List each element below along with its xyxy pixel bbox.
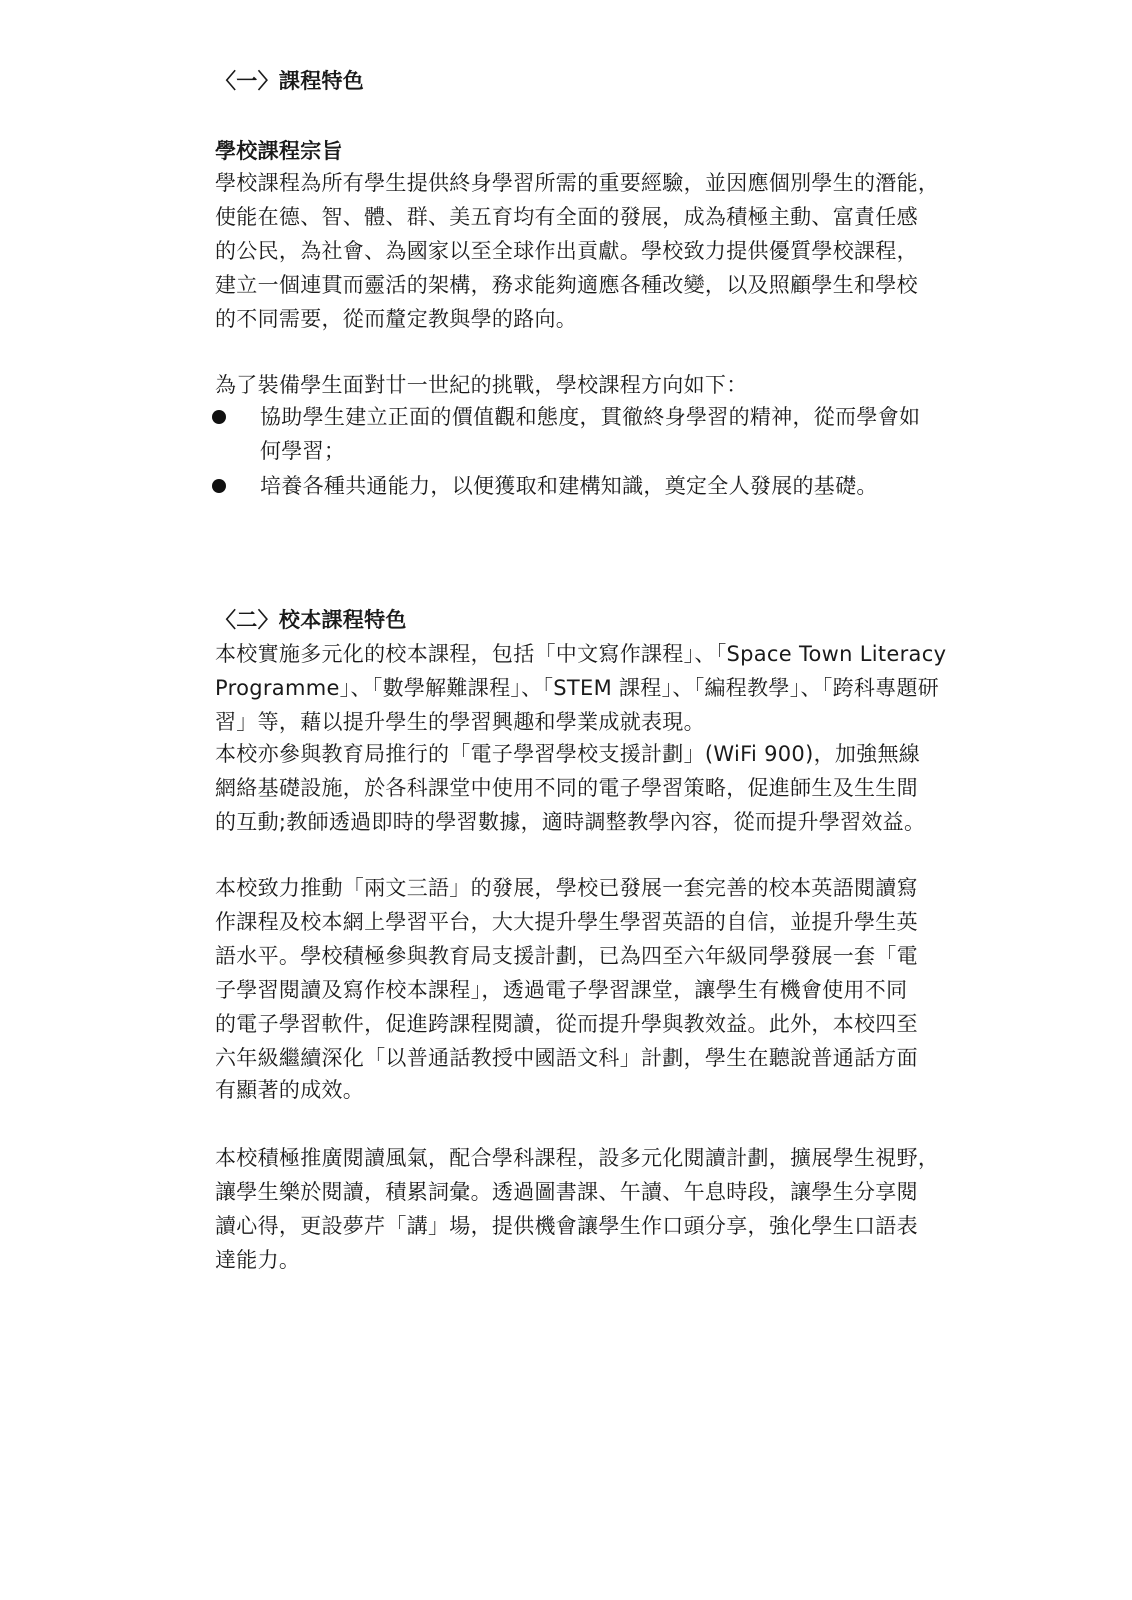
paragraph-line: 本校亦參與教育局推行的「電子學習學校支援計劃」(WiFi 900)，加強無線 — [215, 742, 921, 766]
paragraph-line: Programme」、「數學解難課程」、「STEM 課程」、「編程教學」、「跨科專題研 — [215, 676, 940, 700]
paragraph-line: 有顯著的成效。 — [215, 1078, 365, 1102]
paragraph-line: 的公民，為社會、為國家以至全球作出貢獻。學校致力提供優質學校課程， — [215, 239, 918, 263]
paragraph-line: 六年級繼續深化「以普通話教授中國語文科」計劃，學生在聽說普通話方面 — [215, 1046, 918, 1070]
bullet-line: 培養各種共通能力，以便獲取和建構知識，奠定全人發展的基礎。 — [260, 474, 878, 498]
section-2-heading: 〈二〉校本課程特色 — [215, 608, 407, 632]
paragraph-line: 的不同需要，從而釐定教與學的路向。 — [215, 307, 578, 331]
paragraph-line: 網絡基礎設施，於各科課堂中使用不同的電子學習策略，促進師生及生生間 — [215, 776, 918, 800]
paragraph-line: 語水平。學校積極參與教育局支援計劃，已為四至六年級同學發展一套「電 — [215, 944, 918, 968]
bullet-line: 何學習； — [260, 439, 346, 463]
section-1-subheading: 學校課程宗旨 — [215, 139, 343, 163]
paragraph-line: 讀心得，更設夢芹「講」場，提供機會讓學生作口頭分享，強化學生口語表 — [215, 1214, 918, 1238]
paragraph-line: 本校積極推廣閱讀風氣，配合學科課程，設多元化閱讀計劃，擴展學生視野， — [215, 1146, 940, 1170]
paragraph-line: 的互動;教師透過即時的學習數據，適時調整教學內容，從而提升學習效益。 — [215, 810, 926, 834]
section-1-heading: 〈一〉課程特色 — [215, 69, 365, 93]
curriculum-intro: 為了裝備學生面對廿一世紀的挑戰，學校課程方向如下： — [215, 373, 748, 397]
paragraph-line: 讓學生樂於閱讀，積累詞彙。透過圖書課、午讀、午息時段，讓學生分享閱 — [215, 1180, 918, 1204]
bullet-line: 協助學生建立正面的價值觀和態度，貫徹終身學習的精神，從而學會如 — [260, 405, 921, 429]
paragraph-line: 子學習閱讀及寫作校本課程」，透過電子學習課堂，讓學生有機會使用不同 — [215, 978, 908, 1002]
bullet-icon — [212, 479, 226, 493]
paragraph-line: 作課程及校本網上學習平台，大大提升學生學習英語的自信，並提升學生英 — [215, 910, 918, 934]
paragraph-line: 本校致力推動「兩文三語」的發展，學校已發展一套完善的校本英語閱讀寫 — [215, 876, 918, 900]
paragraph-line: 建立一個連貫而靈活的架構，務求能夠適應各種改變，以及照顧學生和學校 — [215, 273, 918, 297]
paragraph-line: 本校實施多元化的校本課程，包括「中文寫作課程」、「Space Town Literacy — [215, 642, 947, 666]
paragraph-line: 學校課程為所有學生提供終身學習所需的重要經驗，並因應個別學生的潛能， — [215, 171, 940, 195]
paragraph-line: 達能力。 — [215, 1248, 301, 1272]
bullet-icon — [212, 410, 226, 424]
paragraph-line: 習」等，藉以提升學生的學習興趣和學業成就表現。 — [215, 710, 705, 734]
paragraph-line: 的電子學習軟件，促進跨課程閱讀，從而提升學與教效益。此外，本校四至 — [215, 1012, 918, 1036]
paragraph-line: 使能在德、智、體、群、美五育均有全面的發展，成為積極主動、富責任感 — [215, 205, 918, 229]
